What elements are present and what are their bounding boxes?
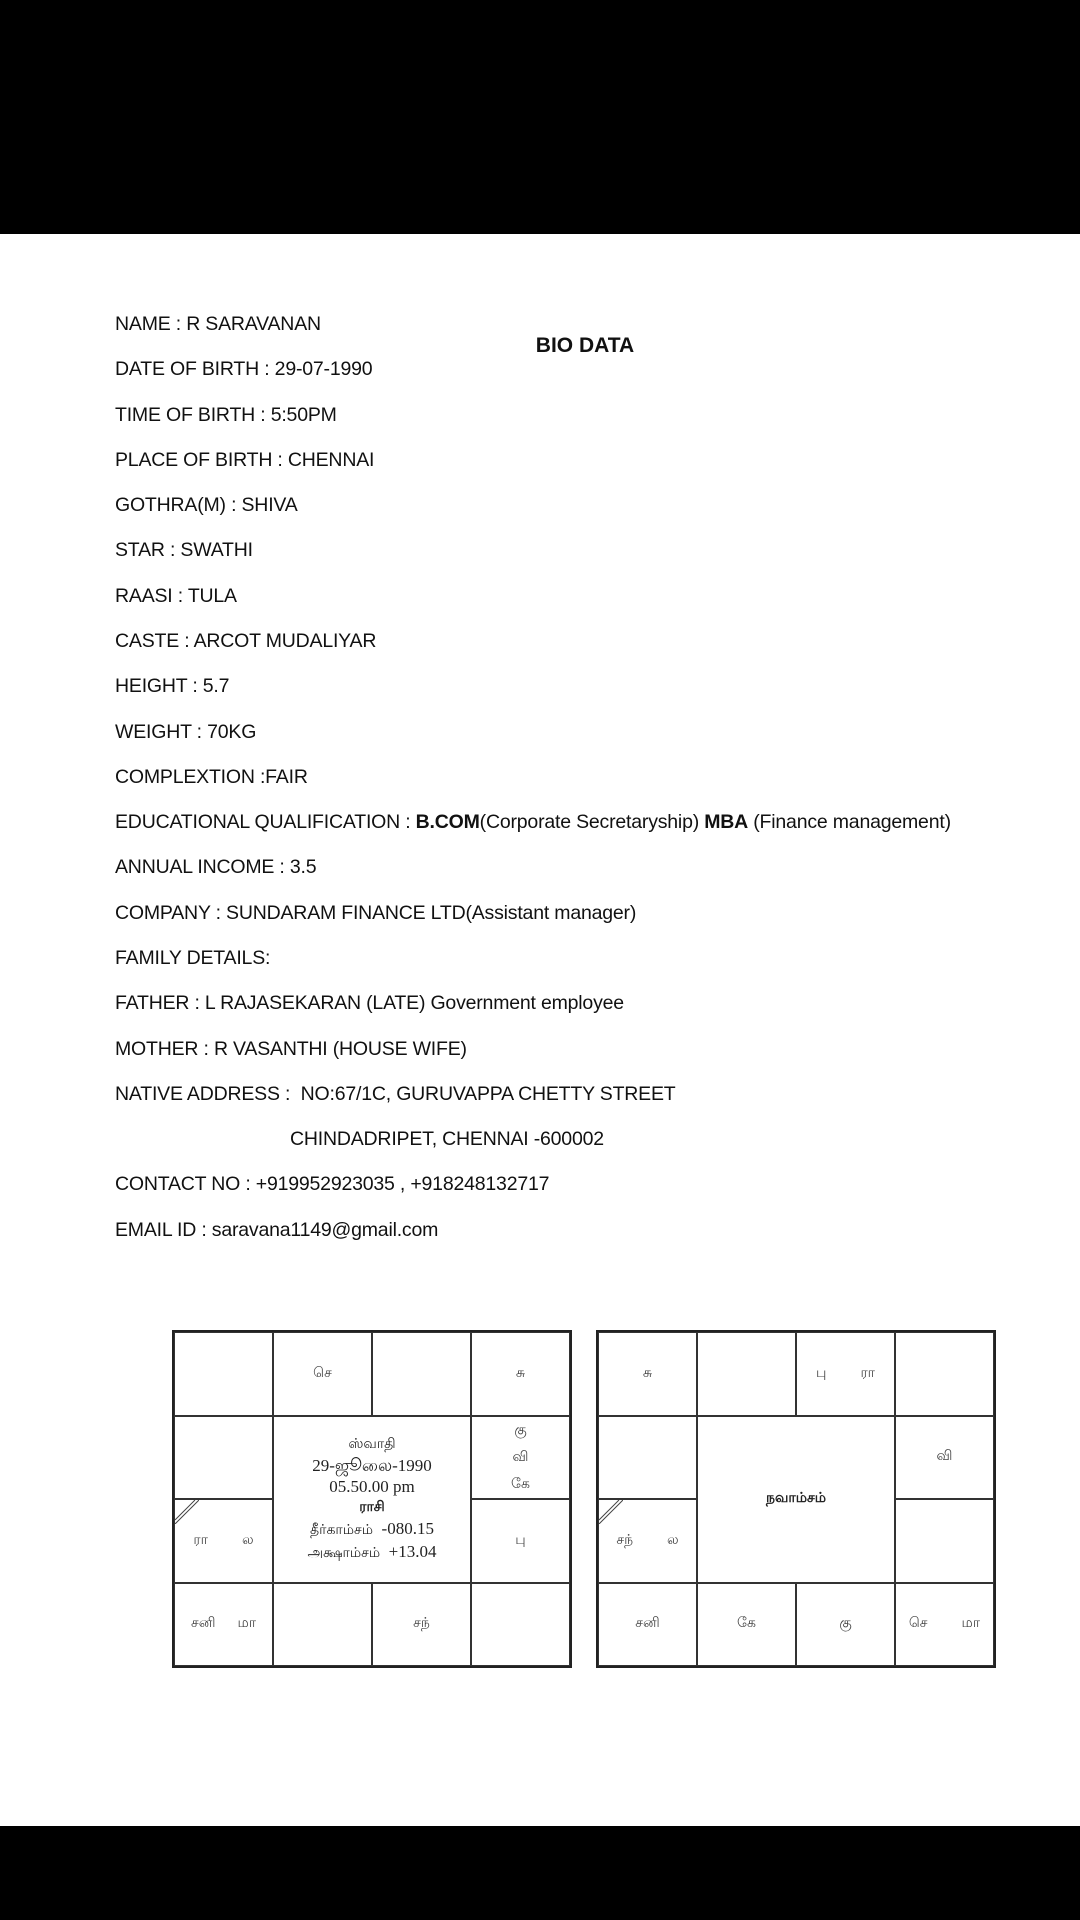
rasi-center-time: 05.50.00 pm xyxy=(329,1477,415,1496)
document-title: BIO DATA xyxy=(535,334,635,357)
field-place-of-birth: PLACE OF BIRTH : CHENNAI xyxy=(115,449,375,471)
rasi-house-r1c2: செ xyxy=(273,1332,372,1416)
field-raasi: RAASI : TULA xyxy=(115,585,237,607)
navamsa-house-r4c1: சனி xyxy=(598,1583,697,1667)
education-degree-1: B.COM xyxy=(415,811,480,833)
navamsa-house-r1c1: சு xyxy=(598,1332,697,1416)
planet: பு xyxy=(816,1364,827,1381)
navamsa-house-r4c2: கே xyxy=(697,1583,796,1667)
field-caste: CASTE : ARCOT MUDALIYAR xyxy=(115,630,377,652)
field-date-of-birth: DATE OF BIRTH : 29-07-1990 xyxy=(115,358,373,380)
navamsa-chart xyxy=(596,1330,996,1668)
rasi-house-r2c4 xyxy=(471,1416,570,1500)
navamsa-house-r2c1 xyxy=(598,1416,697,1500)
education-degree-2-detail: (Finance management) xyxy=(748,811,951,833)
navamsa-house-r2c4: வி xyxy=(895,1416,994,1500)
navamsa-house-r4c3: கு xyxy=(796,1583,895,1667)
navamsa-house-r3c1 xyxy=(598,1499,697,1583)
rasi-center-latitude xyxy=(308,1541,437,1564)
navamsa-chart-center: நவாம்சம் xyxy=(697,1416,895,1583)
rasi-center-date: 29-ஜூலை-1990 xyxy=(312,1456,432,1475)
rasi-house-r4c3: சந் xyxy=(372,1583,471,1667)
field-native-address: NATIVE ADDRESS : NO:67/1C, GURUVAPPA CHETTY STREET xyxy=(115,1083,676,1105)
planet: கே xyxy=(511,1475,530,1492)
rasi-center-label: ராசி xyxy=(359,1499,385,1515)
rasi-house-r4c1 xyxy=(174,1583,273,1667)
document-page xyxy=(0,234,1080,1826)
planet: ரா xyxy=(193,1531,208,1548)
rasi-center-star: ஸ்வாதி xyxy=(348,1436,396,1452)
family-details-heading: FAMILY DETAILS: xyxy=(115,947,271,969)
rasi-house-r4c4 xyxy=(471,1583,570,1667)
navamsa-house-r1c3 xyxy=(796,1332,895,1416)
field-height: HEIGHT : 5.7 xyxy=(115,675,230,697)
field-education xyxy=(115,811,951,834)
field-star: STAR : SWATHI xyxy=(115,539,253,561)
planet: செ xyxy=(908,1615,928,1632)
navamsa-house-r1c2 xyxy=(697,1332,796,1416)
planet: வி xyxy=(512,1448,529,1465)
planet: ல xyxy=(667,1531,679,1548)
field-native-address-line-2: CHINDADRIPET, CHENNAI -600002 xyxy=(290,1128,604,1150)
field-email: EMAIL ID : saravana1149@gmail.com xyxy=(115,1219,439,1241)
field-annual-income: ANNUAL INCOME : 3.5 xyxy=(115,856,317,878)
field-complexion: COMPLEXTION :FAIR xyxy=(115,766,308,788)
field-father: FATHER : L RAJASEKARAN (LATE) Government employee xyxy=(115,992,624,1014)
rasi-house-r1c1 xyxy=(174,1332,273,1416)
latitude-value: +13.04 xyxy=(388,1542,437,1561)
rasi-house-r4c2 xyxy=(273,1583,372,1667)
rasi-center-longitude xyxy=(310,1518,434,1541)
education-degree-1-detail: (Corporate Secretaryship) xyxy=(479,811,705,833)
field-company: COMPANY : SUNDARAM FINANCE LTD(Assistant manager) xyxy=(115,902,637,924)
planet: சனி xyxy=(190,1615,216,1632)
planet: ரா xyxy=(860,1364,875,1381)
rasi-chart-center xyxy=(273,1416,471,1583)
rasi-house-r1c4: சு xyxy=(471,1332,570,1416)
planet: கு xyxy=(514,1421,527,1438)
education-label: EDUCATIONAL QUALIFICATION : xyxy=(115,811,416,833)
navamsa-house-r1c4 xyxy=(895,1332,994,1416)
longitude-label: தீர்காம்சம் xyxy=(310,1522,374,1538)
planet: மா xyxy=(961,1615,981,1632)
ascendant-mark-icon xyxy=(175,1500,199,1524)
field-mother: MOTHER : R VASANTHI (HOUSE WIFE) xyxy=(115,1038,467,1060)
rasi-chart xyxy=(172,1330,572,1668)
rasi-house-r3c4: பு xyxy=(471,1499,570,1583)
ascendant-mark-icon xyxy=(599,1500,623,1524)
field-weight: WEIGHT : 70KG xyxy=(115,721,257,743)
education-degree-2: MBA xyxy=(704,811,749,833)
planet: மா xyxy=(237,1615,257,1632)
field-contact-no: CONTACT NO : +919952923035 , +918248132717 xyxy=(115,1173,550,1195)
field-gothra: GOTHRA(M) : SHIVA xyxy=(115,494,298,516)
field-time-of-birth: TIME OF BIRTH : 5:50PM xyxy=(115,404,337,426)
latitude-label: அக்ஷாம்சம் xyxy=(307,1545,381,1561)
longitude-value: -080.15 xyxy=(381,1519,434,1538)
rasi-house-r3c1 xyxy=(174,1499,273,1583)
navamsa-house-r4c4 xyxy=(895,1583,994,1667)
planet: ல xyxy=(241,1531,254,1548)
rasi-house-r2c1 xyxy=(174,1416,273,1500)
rasi-house-r1c3 xyxy=(372,1332,471,1416)
planet: சந் xyxy=(616,1531,634,1548)
field-name: NAME : R SARAVANAN xyxy=(115,313,321,335)
navamsa-house-r3c4 xyxy=(895,1499,994,1583)
